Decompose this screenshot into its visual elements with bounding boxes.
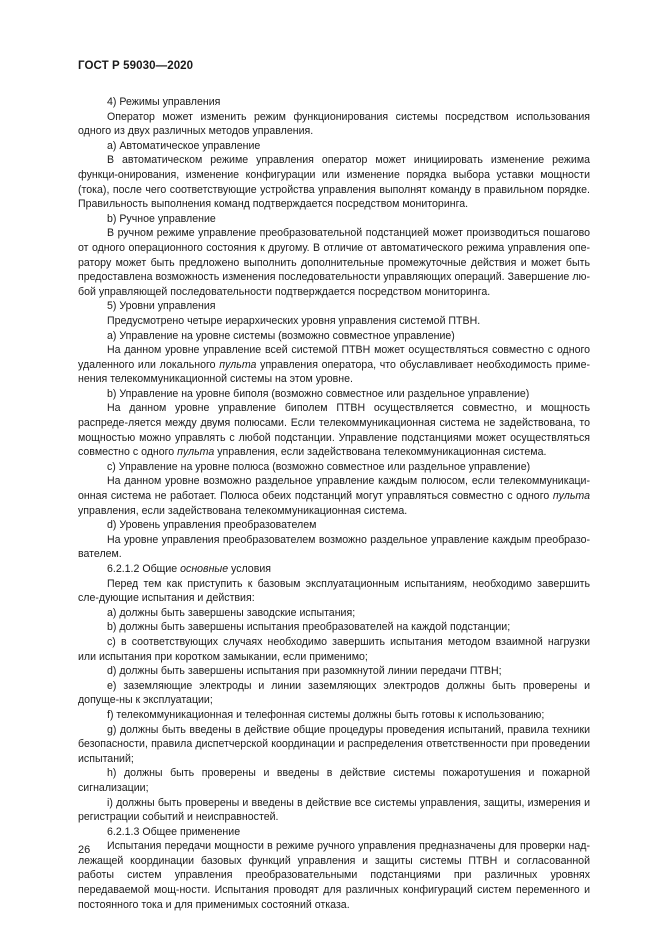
paragraph: На данном уровне управление биполем ПТВН осуществляется совместно, и мощность распреде-ляется между двумя полюсами. Если телекоммуникационная система не задействована, то мощностью можно управлять с любой подстанции. Управление подстанциями может осуществляться совместно с одного пульта управления, если задействована телекоммуникационная система. (78, 402, 590, 459)
list-item: i) должны быть проверены и введены в действие все системы управления, защиты, измерения и регистрации событий и неисправностей. (78, 796, 590, 824)
list-item: h) должны быть проверены и введены в действие системы пожаротушения и пожарной сигнализации; (78, 767, 590, 794)
list-item: e) заземляющие электроды и линии заземляющих электродов должны быть проверены и допуще-ны к эксплуатации; (78, 679, 590, 707)
page-number: 26 (78, 844, 91, 856)
paragraph: a) Автоматическое управление (107, 139, 261, 152)
list-item: b) должны быть завершены испытания преобразователей на каждой подстанции; (107, 621, 511, 634)
paragraph: b) Управление на уровне биполя (возможно совместное или раздельное управление) (107, 387, 530, 400)
italic-term: пульта (552, 490, 590, 503)
paragraph: На уровне управления преобразователем возможно раздельное управление каждым преобразо-вателем. (78, 533, 590, 561)
document-header: ГОСТ Р 59030—2020 (78, 60, 194, 72)
paragraph: d) Уровень управления преобразователем (107, 519, 317, 532)
paragraph: Предусмотрено четыре иерархических уровня управления системой ПТВН. (107, 314, 481, 327)
italic-term: пульта (177, 446, 215, 459)
list-item: g) должны быть введены в действие общие процедуры проведения испытаний, правила техники безопасности, правила диспетчерской координации и распределения ответственности при проведении испытаний; (78, 723, 590, 765)
paragraph: a) Управление на уровне системы (возможно совместное управление) (107, 329, 455, 342)
section-heading: 6.2.1.3 Общее применение (107, 825, 241, 838)
list-item: a) должны быть завершены заводские испытания; (107, 606, 356, 619)
paragraph: На данном уровне управление всей системой ПТВН может осуществляться совместно с одного удаленного или локального пульта управления оператора, что обуславливает необходимость приме-нения телекоммуникационной системы на этом уровне. (78, 344, 590, 386)
italic-term: пульта (219, 358, 257, 371)
paragraph: Испытания передачи мощности в режиме ручного управления предназначены для проверки над-лежащей координации базовых функций управления и защиты системы ПТВН и согласованной работы систем управления преобразовательными подстанциями при различных уровнях передаваемой мощ-ности. Испытания проводят для различных конфигураций систем переменного и постоянного тока и для применимых состояний отказа. (78, 840, 590, 911)
paragraph: На данном уровне возможно раздельное управление каждым полюсом, если телекоммуникаци-онная система не работает. Полюса обеих подстанций могут управляться совместно с одного пульта управления, если задействована телекоммуникационная система. (78, 475, 590, 517)
list-item: c) в соответствующих случаях необходимо завершить испытания методом взаимной нагрузки или испытания при коротком замыкании, если применимо; (78, 635, 590, 663)
paragraph: 5) Уровни управления (107, 300, 216, 313)
list-item: f) телекоммуникационная и телефонная системы должны быть готовы к использованию; (107, 708, 545, 721)
italic-term: основные (180, 563, 229, 575)
paragraph: В автоматическом режиме управления оператор может инициировать изменение режима функци-онирования, изменение конфигурации или изменение порядка выбора уставки мощности (тока), после чего соответствующие устройства управления выполнят команду в правильном порядке. Правильность выполнения команд подтверждается посредством мониторинга. (78, 154, 590, 211)
paragraph: В ручном режиме управление преобразовательной подстанцией может производиться пошагово от одного операционного состояния к другому. В отличие от автоматического режима управления опе-ратору может быть предложено выполнить дополнительные промежуточные действия и может быть предоставлена возможность изменения последовательности управляющих операций. Завершение лю-бой управляющей последовательности подтверждается посредством мониторинга. (78, 227, 590, 298)
document-body (78, 95, 590, 912)
list-item: d) должны быть завершены испытания при разомкнутой линии передачи ПТВН; (107, 665, 502, 678)
paragraph: 4) Режимы управления (107, 96, 221, 108)
paragraph: Перед тем как приступить к базовым эксплуатационным испытаниям, необходимо завершить сле-дующие испытания и действия: (78, 577, 590, 605)
paragraph: b) Ручное управление (107, 212, 216, 225)
section-heading: 6.2.1.2 Общие основные условия (107, 563, 271, 575)
paragraph: c) Управление на уровне полюса (возможно совместное или раздельное управление) (107, 460, 531, 473)
paragraph: Оператор может изменить режим функционирования системы посредством использования одного из двух различных методов управления. (78, 110, 590, 138)
